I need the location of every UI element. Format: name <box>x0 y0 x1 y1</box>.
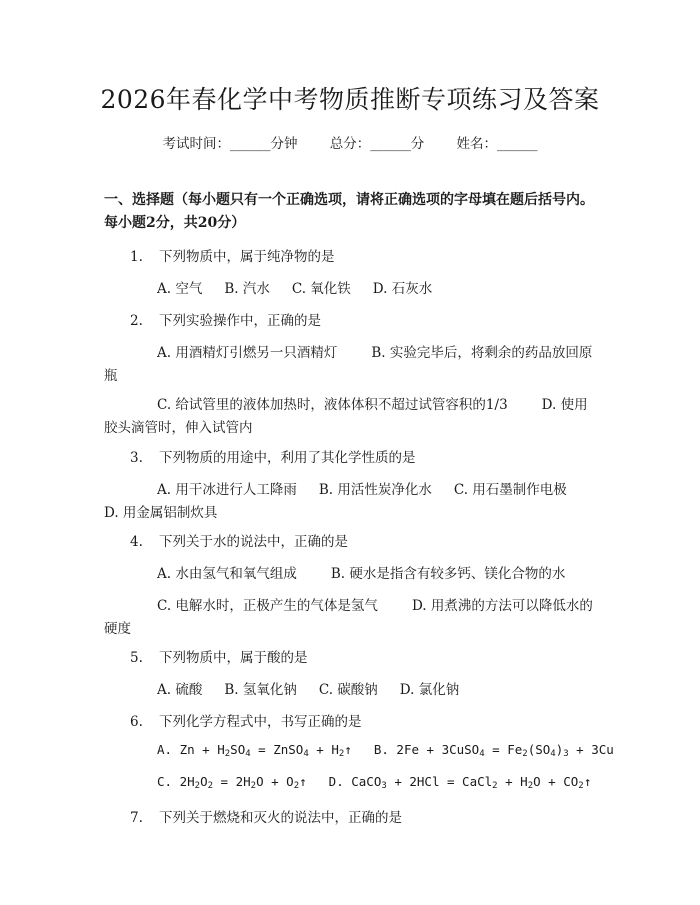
student-name: 姓名：______ <box>456 136 538 152</box>
question-number: 3. <box>130 450 143 466</box>
question-number: 6. <box>130 714 143 730</box>
question-6-options-row1 <box>157 742 614 757</box>
question-6-options-row2 <box>157 774 591 789</box>
option-b: B. 汽水 <box>224 281 270 297</box>
question-3 <box>130 446 416 466</box>
question-text: 下列关于水的说法中，正确的是 <box>159 534 348 550</box>
option-a: A. $Zn + H_2SO_4$ = ZnSO$_4$ + $H_2↑$ <box>157 742 352 759</box>
option-d: D. CaCO$_3$ + 2HCl = CaCl$_2$ + $H_2O$ + $CO_2↑$ <box>328 774 592 791</box>
option-b: B. 硬水是指含有较多钙、镁化合物的水 <box>330 566 566 582</box>
question-2-wrap1: 瓶 <box>104 368 118 384</box>
question-2-options-row2 <box>157 393 588 413</box>
option-d: D. 使用 <box>541 397 588 413</box>
option-b: B. 用活性炭净化水 <box>318 482 432 498</box>
option-b: B. 实验完毕后，将剩余的药品放回原 <box>371 345 593 361</box>
page-title: 2026年春化学中考物质推断专项练习及答案 <box>100 85 600 114</box>
option-a: A. 空气 <box>157 281 203 297</box>
question-5-options <box>157 678 459 698</box>
question-1-options <box>157 277 432 297</box>
question-text: 下列关于燃烧和灭火的说法中，正确的是 <box>159 810 402 826</box>
question-text: 下列物质的用途中，利用了其化学性质的是 <box>159 450 416 466</box>
option-d: D. 用煮沸的方法可以降低水的 <box>411 598 593 614</box>
question-number: 7. <box>130 810 143 826</box>
question-4 <box>130 530 348 550</box>
option-c: C. 电解水时，正极产生的气体是氢气 <box>157 598 378 614</box>
option-c: C. 给试管里的液体加热时，液体体积不超过试管容积的1/3 <box>157 397 508 413</box>
exam-time: 考试时间：______分钟 <box>162 136 298 152</box>
option-a: A. 硫酸 <box>157 682 203 698</box>
question-3-options-row1 <box>157 478 567 498</box>
option-a: A. 水由氢气和氧气组成 <box>157 566 297 582</box>
option-c: C. $2H_2O_2 = 2H_2O$ + $O_2↑$ <box>157 774 307 791</box>
option-c: C. 氧化铁 <box>291 281 351 297</box>
exam-info <box>0 132 700 152</box>
question-6 <box>130 710 362 730</box>
option-d: D. 用金属铝制炊具 <box>104 505 218 521</box>
question-text: 下列化学方程式中，书写正确的是 <box>159 714 362 730</box>
option-b: B. 2Fe + 3CuSO$_4$ = $Fe_2(SO_4)_3 + 3Cu$ <box>373 742 614 759</box>
section-heading-line1: 一、选择题（每小题只有一个正确选项，请将正确选项的字母填在题后括号内。 <box>104 192 594 208</box>
option-c: C. 用石墨制作电极 <box>453 482 567 498</box>
question-text: 下列物质中，属于纯净物的是 <box>159 249 335 265</box>
option-a: A. 用酒精灯引燃另一只酒精灯 <box>157 345 338 361</box>
option-b: B. 氢氧化钠 <box>224 682 297 698</box>
option-c: C. 碳酸钠 <box>318 682 378 698</box>
question-4-options-row1 <box>157 562 565 582</box>
question-text: 下列实验操作中，正确的是 <box>159 313 321 329</box>
question-2 <box>130 309 321 329</box>
question-number: 2. <box>130 313 143 329</box>
question-4-options-row2 <box>157 594 593 614</box>
question-4-wrap: 硬度 <box>104 621 131 637</box>
section-heading <box>104 189 604 235</box>
option-d: D. 氯化钠 <box>399 682 460 698</box>
question-5 <box>130 646 308 666</box>
question-2-wrap2: 胶头滴管时，伸入试管内 <box>104 420 253 436</box>
question-text: 下列物质中，属于酸的是 <box>159 650 308 666</box>
question-number: 4. <box>130 534 143 550</box>
option-d: D. 石灰水 <box>372 281 433 297</box>
question-number: 1. <box>130 249 143 265</box>
question-number: 5. <box>130 650 143 666</box>
section-heading-line2: 每小题2分，共20分） <box>104 215 246 231</box>
option-a: A. 用干冰进行人工降雨 <box>157 482 297 498</box>
question-2-options-row1 <box>157 341 592 361</box>
question-1 <box>130 245 335 265</box>
question-7 <box>130 806 402 826</box>
exam-score: 总分：______分 <box>329 136 425 152</box>
